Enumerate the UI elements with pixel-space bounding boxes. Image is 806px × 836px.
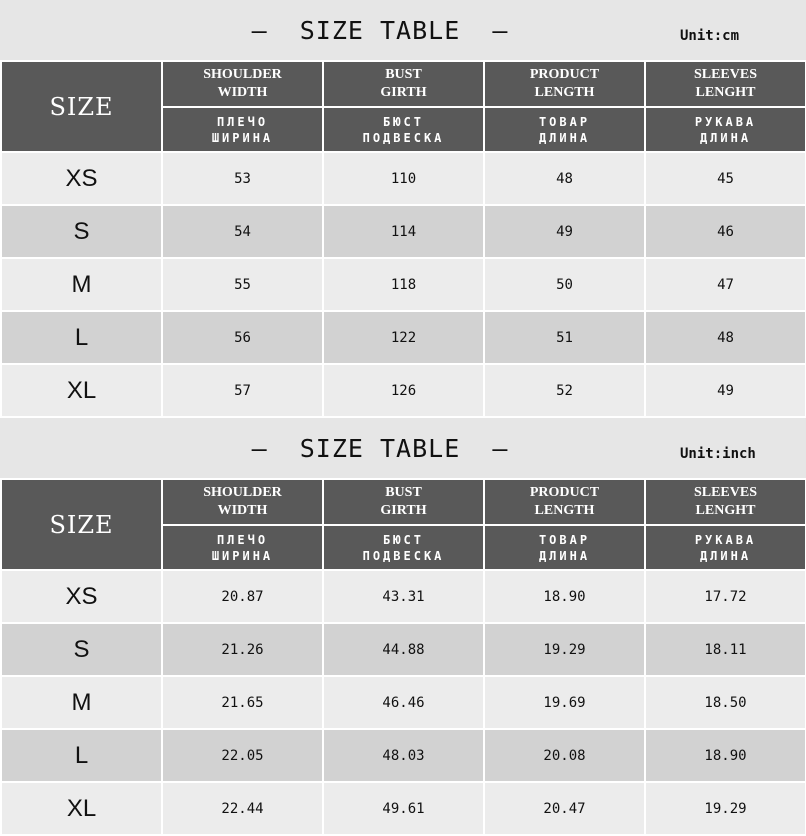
- value-cell: 46: [646, 206, 805, 257]
- header-line: SHOULDER: [203, 67, 282, 82]
- column-header-sleeves-length: [646, 480, 805, 524]
- value-cell: 118: [324, 259, 483, 310]
- value-cell: 48.03: [324, 730, 483, 781]
- value-cell: 122: [324, 312, 483, 363]
- value-cell: 46.46: [324, 677, 483, 728]
- column-header-product-length-ru: [485, 526, 644, 569]
- table-row: [2, 259, 805, 310]
- header-line: ТОВАР: [538, 532, 591, 547]
- value-cell: 19.29: [485, 624, 644, 675]
- header-line: ДЛИНА: [538, 130, 591, 145]
- value-cell: 50: [485, 259, 644, 310]
- value-cell: 19.69: [485, 677, 644, 728]
- header-line: PRODUCT: [529, 485, 600, 500]
- header-line: LENGHT: [695, 85, 756, 100]
- header-line: ШИРИНА: [211, 130, 274, 145]
- value-cell: 21.65: [163, 677, 322, 728]
- value-cell: 48: [485, 153, 644, 204]
- header-line: BUST: [385, 485, 422, 500]
- value-cell: 56: [163, 312, 322, 363]
- header-line: SLEEVES: [693, 485, 758, 500]
- size-column-header: SIZE: [2, 480, 161, 569]
- value-cell: 22.05: [163, 730, 322, 781]
- title-band: [0, 0, 806, 60]
- header-line: PRODUCT: [529, 67, 600, 82]
- column-header-product-length: [485, 480, 644, 524]
- value-cell: 48: [646, 312, 805, 363]
- value-cell: 20.47: [485, 783, 644, 834]
- value-cell: 57: [163, 365, 322, 416]
- table-row: [2, 206, 805, 257]
- header-line: GIRTH: [380, 85, 427, 100]
- column-header-shoulder-width-ru: [163, 526, 322, 569]
- size-label: XL: [2, 783, 161, 834]
- size-label: L: [2, 312, 161, 363]
- size-column-header: SIZE: [2, 62, 161, 151]
- header-line: WIDTH: [217, 503, 268, 518]
- value-cell: 44.88: [324, 624, 483, 675]
- header-line: ПЛЕЧО: [216, 114, 269, 129]
- header-line: ПЛЕЧО: [216, 532, 269, 547]
- table-row: [2, 730, 805, 781]
- table-row: [2, 365, 805, 416]
- value-cell: 21.26: [163, 624, 322, 675]
- value-cell: 49: [485, 206, 644, 257]
- unit-label: Unit:cm: [680, 28, 740, 44]
- column-header-shoulder-width-ru: [163, 108, 322, 151]
- value-cell: 18.11: [646, 624, 805, 675]
- value-cell: 114: [324, 206, 483, 257]
- value-cell: 53: [163, 153, 322, 204]
- column-header-product-length-ru: [485, 108, 644, 151]
- header-line: РУКАВА: [694, 532, 757, 547]
- column-header-product-length: [485, 62, 644, 106]
- value-cell: 47: [646, 259, 805, 310]
- table-row: [2, 571, 805, 622]
- title-band: [0, 418, 806, 478]
- value-cell: 52: [485, 365, 644, 416]
- header-line: LENGHT: [695, 503, 756, 518]
- column-header-bust-girth-ru: [324, 526, 483, 569]
- size-label: XL: [2, 365, 161, 416]
- size-label: XS: [2, 153, 161, 204]
- header-line: ТОВАР: [538, 114, 591, 129]
- header-line: SHOULDER: [203, 485, 282, 500]
- header-line: БЮСТ: [383, 532, 424, 547]
- table-row: [2, 153, 805, 204]
- header-line: GIRTH: [380, 503, 427, 518]
- column-header-bust-girth: [324, 62, 483, 106]
- value-cell: 55: [163, 259, 322, 310]
- size-table-cm: [0, 60, 806, 418]
- header-line: БЮСТ: [383, 114, 424, 129]
- size-table-title: – SIZE TABLE –: [251, 16, 509, 45]
- value-cell: 22.44: [163, 783, 322, 834]
- header-line: ПОДВЕСКА: [362, 130, 445, 145]
- column-header-sleeves-length: [646, 62, 805, 106]
- size-label: M: [2, 259, 161, 310]
- value-cell: 49: [646, 365, 805, 416]
- value-cell: 18.90: [646, 730, 805, 781]
- size-table-inch-section: [0, 418, 806, 835]
- value-cell: 49.61: [324, 783, 483, 834]
- table-row: [2, 783, 805, 834]
- size-label: M: [2, 677, 161, 728]
- header-line: ПОДВЕСКА: [362, 548, 445, 563]
- header-line: ДЛИНА: [699, 130, 752, 145]
- column-header-shoulder-width: [163, 62, 322, 106]
- value-cell: 18.90: [485, 571, 644, 622]
- column-header-shoulder-width: [163, 480, 322, 524]
- header-line: LENGTH: [534, 85, 595, 100]
- header-line: LENGTH: [534, 503, 595, 518]
- value-cell: 110: [324, 153, 483, 204]
- header-line: BUST: [385, 67, 422, 82]
- table-row: [2, 624, 805, 675]
- header-line: ШИРИНА: [211, 548, 274, 563]
- column-header-bust-girth-ru: [324, 108, 483, 151]
- value-cell: 43.31: [324, 571, 483, 622]
- value-cell: 54: [163, 206, 322, 257]
- unit-label: Unit:inch: [680, 446, 756, 462]
- value-cell: 19.29: [646, 783, 805, 834]
- value-cell: 45: [646, 153, 805, 204]
- value-cell: 17.72: [646, 571, 805, 622]
- size-label: S: [2, 624, 161, 675]
- header-line: SLEEVES: [693, 67, 758, 82]
- value-cell: 20.87: [163, 571, 322, 622]
- header-line: WIDTH: [217, 85, 268, 100]
- size-label: XS: [2, 571, 161, 622]
- value-cell: 51: [485, 312, 644, 363]
- size-table-inch: [0, 478, 806, 836]
- size-label: L: [2, 730, 161, 781]
- header-line: ДЛИНА: [538, 548, 591, 563]
- value-cell: 126: [324, 365, 483, 416]
- value-cell: 18.50: [646, 677, 805, 728]
- size-label: S: [2, 206, 161, 257]
- size-table-title: – SIZE TABLE –: [251, 434, 509, 463]
- table-row: [2, 677, 805, 728]
- column-header-sleeves-length-ru: [646, 108, 805, 151]
- header-line: РУКАВА: [694, 114, 757, 129]
- column-header-sleeves-length-ru: [646, 526, 805, 569]
- table-row: [2, 312, 805, 363]
- column-header-bust-girth: [324, 480, 483, 524]
- header-line: ДЛИНА: [699, 548, 752, 563]
- value-cell: 20.08: [485, 730, 644, 781]
